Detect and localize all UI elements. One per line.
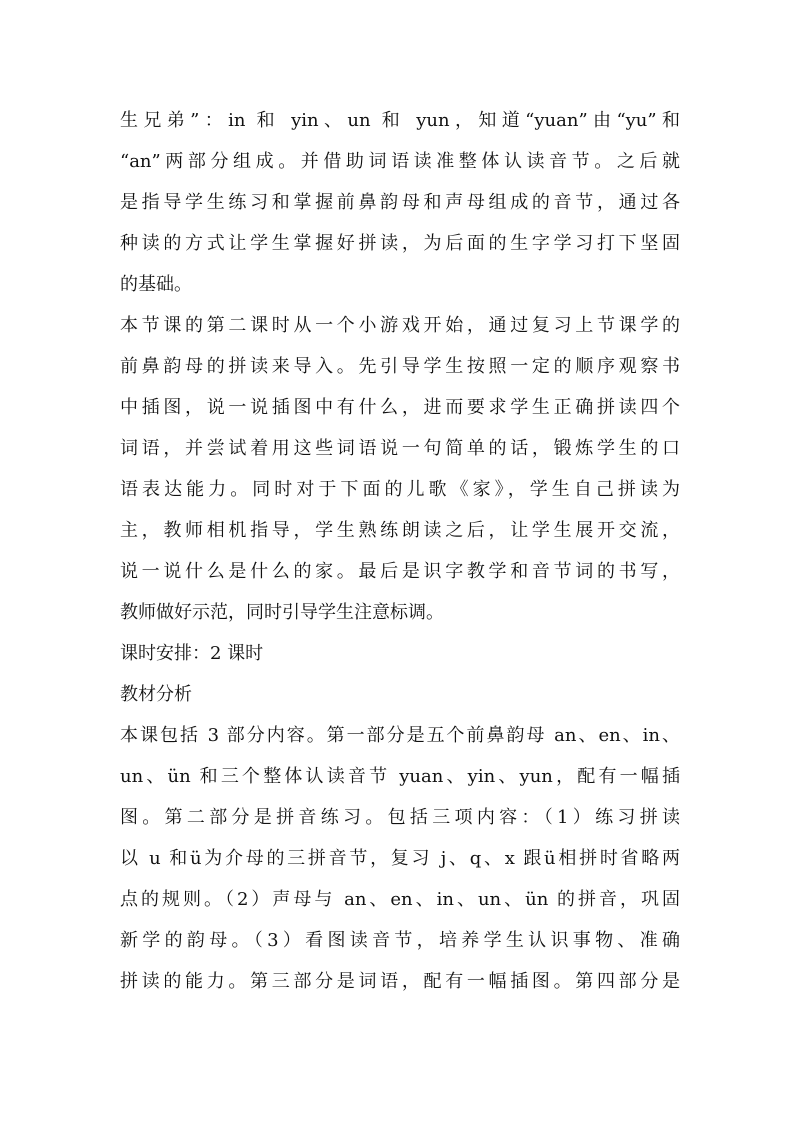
text-line: 新学的韵母。（3）看图读音节，培养学生认识事物、准确 bbox=[120, 930, 680, 951]
text-line: 图。第二部分是拼音练习。包括三项内容：（1）练习拼读 bbox=[120, 807, 680, 828]
text-line: 前鼻韵母的拼读来导入。先引导学生按照一定的顺序观察书 bbox=[120, 356, 680, 377]
text-line: 本节课的第二课时从一个小游戏开始，通过复习上节课学的 bbox=[120, 315, 680, 336]
text-line: 点的规则。（2）声母与 an、en、in、un、ün 的拼音，巩固 bbox=[120, 889, 680, 910]
document-body bbox=[120, 100, 680, 1002]
text-line: 种读的方式让学生掌握好拼读，为后面的生字学习打下坚固 bbox=[120, 233, 680, 254]
text-line: 拼读的能力。第三部分是词语，配有一幅插图。第四部分是 bbox=[120, 971, 680, 992]
text-line: 词语，并尝试着用这些词语说一句简单的话，锻炼学生的口 bbox=[120, 438, 680, 459]
text-line: “an”两部分组成。并借助词语读准整体认读音节。之后就 bbox=[120, 151, 680, 172]
text-line: 中插图，说一说插图中有什么，进而要求学生正确拼读四个 bbox=[120, 397, 680, 418]
text-line: 以 u 和ü为介母的三拼音节，复习 j、q、x 跟ü相拼时省略两 bbox=[120, 848, 680, 869]
text-line: 教师做好示范，同时引导学生注意标调。 bbox=[120, 602, 444, 623]
text-line: un、ün 和三个整体认读音节 yuan、yin、yun，配有一幅插 bbox=[120, 766, 680, 787]
text-line: 语表达能力。同时对于下面的儿歌《家》，学生自己拼读为 bbox=[120, 479, 680, 500]
text-line: 说一说什么是什么的家。最后是识字教学和音节词的书写， bbox=[120, 561, 680, 582]
text-line: 的基础。 bbox=[120, 274, 192, 295]
section-line: 课时安排：2 课时 bbox=[120, 643, 264, 664]
text-line: 主，教师相机指导，学生熟练朗读之后，让学生展开交流， bbox=[120, 520, 680, 541]
text-line: 生兄弟”：in 和 yin、un 和 yun，知道“yuan”由“yu”和 bbox=[120, 110, 680, 131]
section-heading: 教材分析 bbox=[120, 684, 192, 705]
text-line: 本课包括 3 部分内容。第一部分是五个前鼻韵母 an、en、in、 bbox=[120, 725, 680, 746]
text-line: 是指导学生练习和掌握前鼻韵母和声母组成的音节，通过各 bbox=[120, 192, 680, 213]
